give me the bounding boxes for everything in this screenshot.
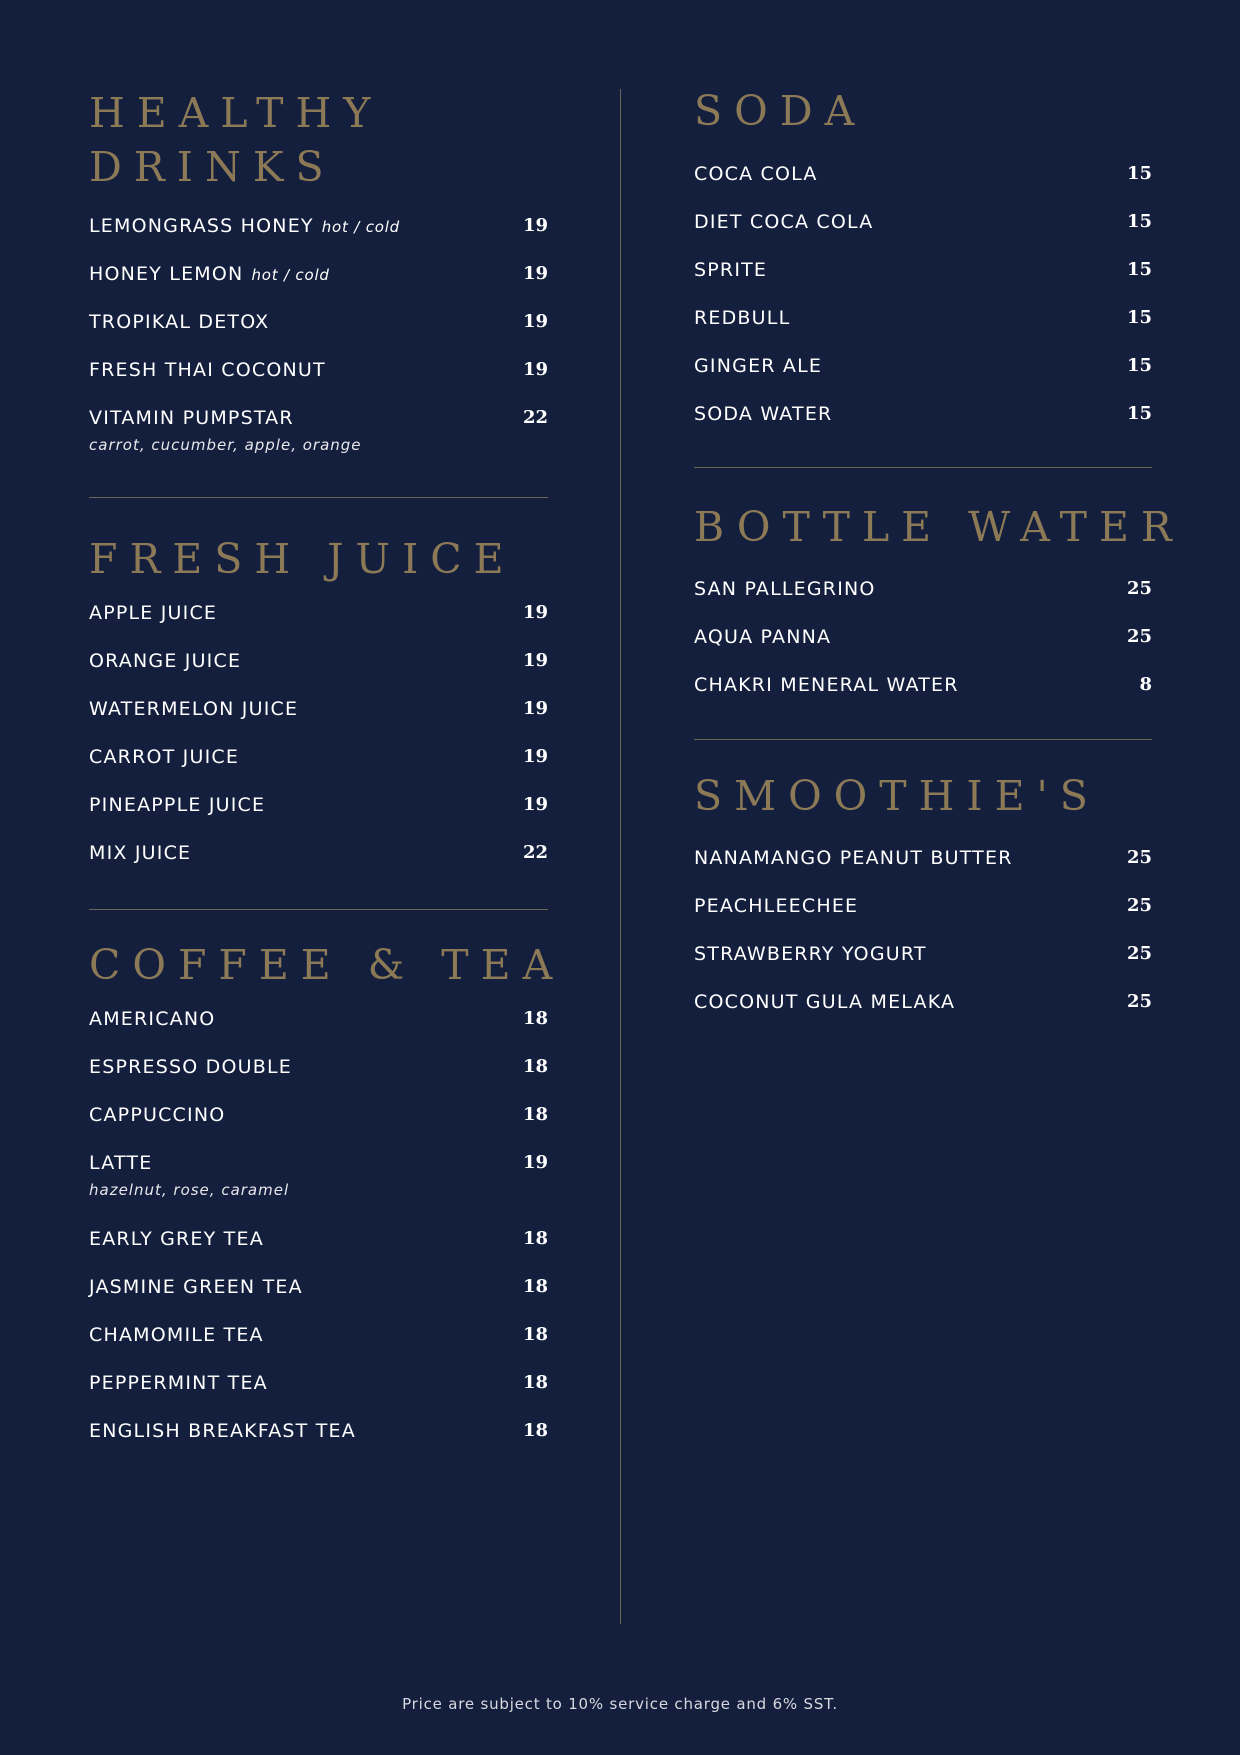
item-name: COCA COLA: [694, 163, 818, 185]
menu-item-san-pallegrino: [694, 574, 1152, 604]
menu-item-english-breakfast-tea: [89, 1416, 548, 1446]
item-price: 19: [522, 311, 548, 332]
menu-item-fresh-thai-coconut: [89, 355, 548, 385]
menu-item-soda-water: [694, 399, 1152, 429]
menu-item-early-grey-tea: [89, 1224, 548, 1254]
item-price: 25: [1126, 943, 1152, 964]
item-name: CARROT JUICE: [89, 746, 240, 768]
menu-item-diet-coca-cola: [694, 207, 1152, 237]
item-price: 25: [1126, 847, 1152, 868]
item-name: JASMINE GREEN TEA: [89, 1276, 303, 1298]
menu-item-chakri-meneral-water: [694, 670, 1152, 700]
column-divider: [620, 89, 621, 1624]
item-price: 22: [522, 842, 548, 863]
menu-item-coconut-gula-melaka: [694, 987, 1152, 1017]
menu-item-redbull: [694, 303, 1152, 333]
item-name: PINEAPPLE JUICE: [89, 794, 266, 816]
item-price: 19: [522, 650, 548, 671]
item-name: COCONUT GULA MELAKA: [694, 991, 956, 1013]
menu-item-aqua-panna: [694, 622, 1152, 652]
item-price: 22: [522, 407, 548, 428]
menu-item-peachleechee: [694, 891, 1152, 921]
item-name: SAN PALLEGRINO: [694, 578, 876, 600]
menu-item-coca-cola: [694, 159, 1152, 189]
item-name: EARLY GREY TEA: [89, 1228, 264, 1250]
item-name: TROPIKAL DETOX: [89, 311, 270, 333]
section-healthy-drinks: [89, 86, 548, 194]
item-price: 19: [522, 794, 548, 815]
section-bottle-water: [694, 500, 1184, 554]
item-name: STRAWBERRY YOGURT: [694, 943, 927, 965]
item-name: MIX JUICE: [89, 842, 192, 864]
menu-item-orange-juice: [89, 646, 548, 676]
menu-item-cappuccino: [89, 1100, 548, 1130]
section-title: [89, 86, 548, 194]
item-price: 8: [1139, 674, 1152, 695]
item-name: DIET COCA COLA: [694, 211, 874, 233]
item-price: 15: [1126, 403, 1152, 424]
item-price: 18: [522, 1324, 548, 1345]
section-fresh-juice: [89, 532, 548, 586]
section-title: FRESH JUICE: [89, 535, 516, 583]
section-title-line2: DRINKS: [89, 143, 336, 191]
item-name: REDBULL: [694, 307, 791, 329]
item-name: VITAMIN PUMPSTAR: [89, 407, 294, 429]
menu-item-espresso-double: [89, 1052, 548, 1082]
item-name: CHAKRI MENERAL WATER: [694, 674, 959, 696]
section-title-line1: HEALTHY: [89, 89, 383, 137]
menu-item-apple-juice: [89, 598, 548, 628]
item-price: 19: [522, 746, 548, 767]
menu-item-ginger-ale: [694, 351, 1152, 381]
item-price: 15: [1126, 259, 1152, 280]
item-name: PEACHLEECHEE: [694, 895, 859, 917]
section-title: BOTTLE WATER: [694, 503, 1184, 551]
item-price: 25: [1126, 578, 1152, 599]
item-price: 15: [1126, 211, 1152, 232]
section-divider: [89, 909, 548, 910]
item-price: 18: [522, 1104, 548, 1125]
item-name: AQUA PANNA: [694, 626, 832, 648]
item-name: LEMONGRASS HONEY: [89, 215, 314, 237]
item-name: SPRITE: [694, 259, 768, 281]
item-name: HONEY LEMON: [89, 263, 244, 285]
menu-item-carrot-juice: [89, 742, 548, 772]
item-price: 19: [522, 263, 548, 284]
item-name: CAPPUCCINO: [89, 1104, 226, 1126]
item-price: 18: [522, 1008, 548, 1029]
item-name: AMERICANO: [89, 1008, 216, 1030]
item-description: hazelnut, rose, caramel: [89, 1181, 290, 1199]
item-price: 19: [522, 602, 548, 623]
item-name: SODA WATER: [694, 403, 833, 425]
menu-item-honey-lemon: [89, 259, 548, 289]
item-price: 19: [522, 1152, 548, 1173]
menu-item-peppermint-tea: [89, 1368, 548, 1398]
menu-item-strawberry-yogurt: [694, 939, 1152, 969]
item-description: carrot, cucumber, apple, orange: [89, 436, 362, 454]
item-price: 18: [522, 1228, 548, 1249]
item-name: ORANGE JUICE: [89, 650, 242, 672]
item-price: 15: [1126, 307, 1152, 328]
item-price: 19: [522, 698, 548, 719]
menu-item-nanamango-peanut-butter: [694, 843, 1152, 873]
menu-item-mix-juice: [89, 838, 548, 868]
item-price: 25: [1126, 991, 1152, 1012]
section-soda: [694, 84, 1152, 138]
item-price: 19: [522, 215, 548, 236]
menu-item-vitamin-pumpstar: [89, 403, 548, 454]
item-price: 18: [522, 1276, 548, 1297]
menu-item-pineapple-juice: [89, 790, 548, 820]
item-name: LATTE: [89, 1152, 153, 1174]
section-smoothies: [694, 769, 1152, 823]
item-note: hot / cold: [321, 218, 401, 236]
item-name: NANAMANGO PEANUT BUTTER: [694, 847, 1013, 869]
section-divider: [89, 497, 548, 498]
menu-item-americano: [89, 1004, 548, 1034]
menu-item-lemongrass-honey: [89, 211, 548, 241]
item-price: 18: [522, 1056, 548, 1077]
menu-item-jasmine-green-tea: [89, 1272, 548, 1302]
item-name: CHAMOMILE TEA: [89, 1324, 264, 1346]
item-name: WATERMELON JUICE: [89, 698, 299, 720]
item-price: 19: [522, 359, 548, 380]
item-price: 18: [522, 1372, 548, 1393]
item-name: ENGLISH BREAKFAST TEA: [89, 1420, 356, 1442]
menu-item-sprite: [694, 255, 1152, 285]
item-price: 15: [1126, 163, 1152, 184]
item-price: 25: [1126, 626, 1152, 647]
item-name: ESPRESSO DOUBLE: [89, 1056, 292, 1078]
item-price: 18: [522, 1420, 548, 1441]
item-name: APPLE JUICE: [89, 602, 218, 624]
section-title: COFFEE & TEA: [89, 941, 565, 989]
item-name: FRESH THAI COCONUT: [89, 359, 326, 381]
menu-item-tropikal-detox: [89, 307, 548, 337]
item-note: hot / cold: [251, 266, 330, 284]
item-name: PEPPERMINT TEA: [89, 1372, 268, 1394]
item-price: 15: [1126, 355, 1152, 376]
menu-item-watermelon-juice: [89, 694, 548, 724]
menu-item-chamomile-tea: [89, 1320, 548, 1350]
section-title: SODA: [694, 87, 867, 135]
section-title: SMOOTHIE'S: [694, 772, 1100, 820]
section-divider: [694, 739, 1152, 740]
section-coffee-tea: [89, 938, 565, 992]
item-price: 25: [1126, 895, 1152, 916]
item-name: GINGER ALE: [694, 355, 823, 377]
section-divider: [694, 467, 1152, 468]
footer-note: Price are subject to 10% service charge and 6% SST.: [402, 1695, 838, 1713]
menu-item-latte: [89, 1148, 548, 1199]
